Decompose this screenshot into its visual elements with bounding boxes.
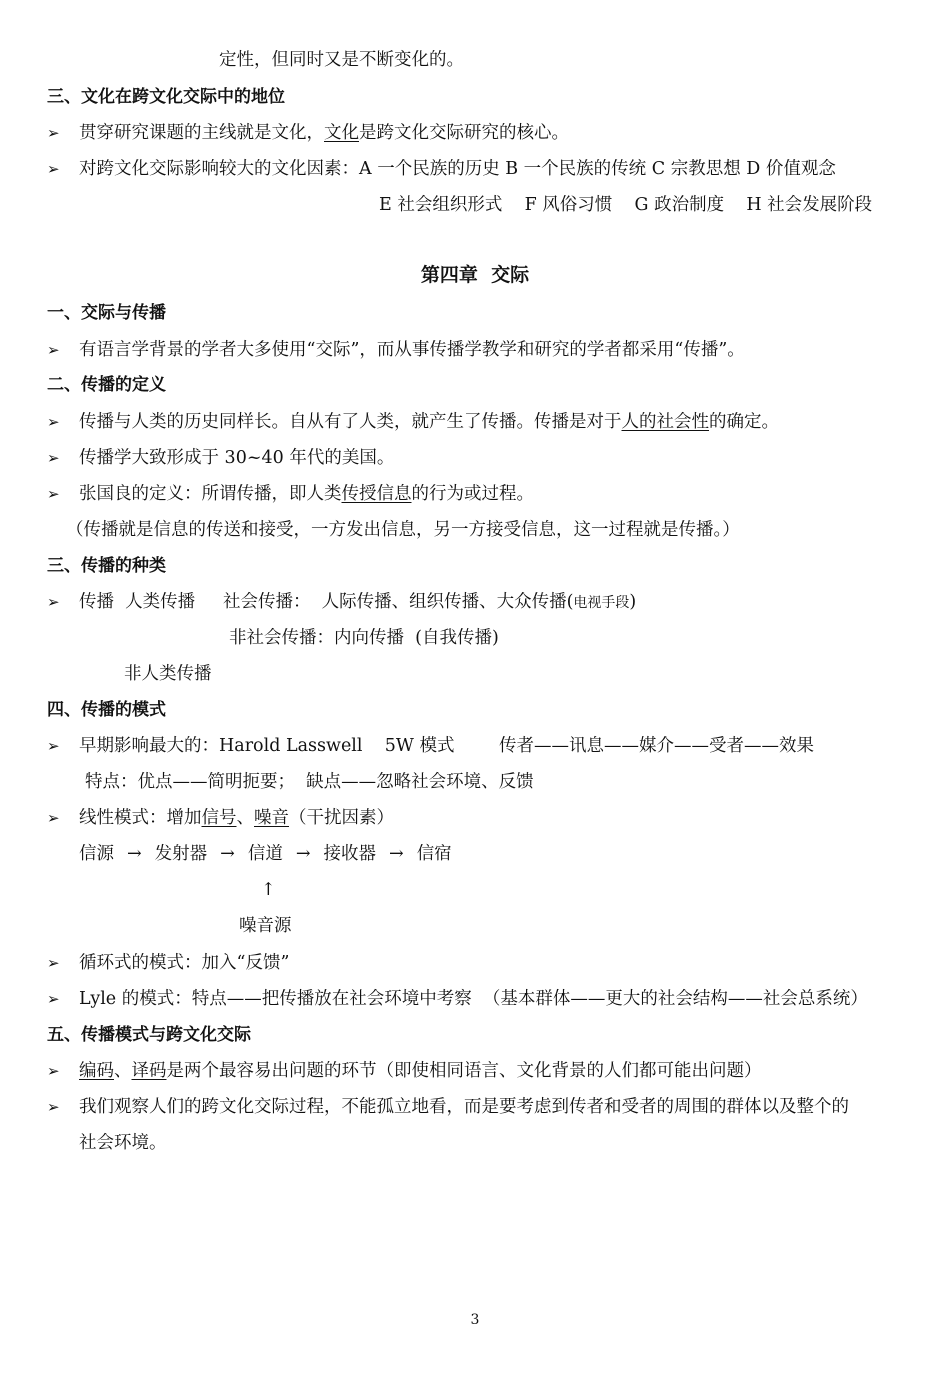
- text-span: 张国良的定义：所谓传播，即人类: [79, 484, 342, 504]
- text-span: 是两个最容易出问题的环节（即使相同语言、文化背景的人们都可能出问题）: [166, 1061, 762, 1081]
- bullet-text: [79, 122, 569, 144]
- bullet-text: 我们观察人们的跨文化交际过程，不能孤立地看，而是要考虑到传者和受者的周围的群体以及整个的: [79, 1097, 849, 1117]
- flow-node: 信宿: [416, 844, 452, 864]
- underlined-term: 信号: [201, 808, 237, 828]
- bullet-icon: ➢: [47, 449, 60, 467]
- underlined-term: 编码: [79, 1061, 114, 1081]
- flow-node: 接收器: [323, 844, 377, 864]
- bullet-text: [79, 807, 394, 829]
- section-heading-models: 四、传播的模式: [47, 700, 166, 720]
- bullet-icon: ➢: [47, 593, 60, 611]
- bullet-text: 传播学大致形成于 30~40 年代的美国。: [79, 448, 395, 468]
- flow-node: 发射器: [154, 844, 208, 864]
- text-span: 是跨文化交际研究的核心。: [359, 123, 569, 143]
- section-heading-culture-position: 三、文化在跨文化交际中的地位: [47, 87, 285, 107]
- bullet-continuation: 社会环境。: [79, 1133, 167, 1153]
- types-line-2: 非社会传播：内向传播 (自我传播): [229, 628, 499, 648]
- underlined-term: 噪音: [254, 808, 289, 828]
- note-text: （传播就是信息的传送和接受，一方发出信息，另一方接受信息，这一过程就是传播。）: [66, 520, 740, 540]
- bullet-icon: ➢: [47, 124, 60, 142]
- bullet-text: 有语言学背景的学者大多使用“交际”，而从事传播学教学和研究的学者都采用“传播”。: [79, 340, 745, 360]
- bullet-icon: ➢: [47, 990, 60, 1008]
- text-span: ): [629, 592, 637, 612]
- types-line-3: 非人类传播: [124, 664, 212, 684]
- bullet-icon: ➢: [47, 1098, 60, 1116]
- bullet-text: 循环式的模式：加入“反馈”: [79, 953, 290, 973]
- section-heading-intercultural: 五、传播模式与跨文化交际: [47, 1025, 251, 1045]
- bullet-text: 对跨文化交际影响较大的文化因素：A 一个民族的历史 B 一个民族的传统 C 宗教思想 D 价值观念: [79, 159, 836, 179]
- bullet-text: [79, 411, 779, 433]
- bullet-icon: ➢: [47, 160, 60, 178]
- text-span: 、: [236, 808, 254, 828]
- underlined-term: 传授信息: [341, 484, 412, 504]
- right-arrow-icon: →: [295, 844, 311, 864]
- right-arrow-icon: →: [220, 844, 235, 864]
- underlined-term: 人的社会性: [621, 412, 709, 432]
- continued-text: 定性，但同时又是不断变化的。: [219, 50, 464, 70]
- bullet-icon: ➢: [47, 809, 60, 827]
- text-span: 传播与人类的历史同样长。自从有了人类，就产生了传播。传播是对于: [79, 412, 622, 432]
- text-span: （干扰因素）: [289, 808, 394, 828]
- text-span: 传播 人类传播 社会传播： 人际传播、组织传播、大众传播(: [79, 592, 574, 612]
- text-span: 、: [114, 1061, 132, 1081]
- noise-source: 噪音源: [239, 916, 292, 936]
- right-arrow-icon: →: [389, 844, 404, 864]
- section-heading-definition: 二、传播的定义: [47, 375, 166, 395]
- linear-model-flow: [79, 843, 452, 865]
- flow-node: 信源: [79, 844, 114, 864]
- text-span: 线性模式：增加: [79, 808, 202, 828]
- bullet-icon: ➢: [47, 954, 60, 972]
- section-heading-types: 三、传播的种类: [47, 556, 166, 576]
- model-features: 特点：优点——简明扼要； 缺点——忽略社会环境、反馈: [85, 772, 534, 792]
- page-number: 3: [470, 1312, 480, 1328]
- bullet-text: Lyle 的模式：特点——把传播放在社会环境中考察 （基本群体——更大的社会结构——社会总系统）: [79, 989, 868, 1009]
- bullet-icon: ➢: [47, 413, 60, 431]
- bullet-continuation: E 社会组织形式 F 风俗习惯 G 政治制度 H 社会发展阶段: [379, 195, 873, 215]
- underlined-term: 文化: [324, 123, 359, 143]
- chapter-title: 第四章 交际: [420, 264, 530, 286]
- text-span: 贯穿研究课题的主线就是文化，: [79, 123, 324, 143]
- underlined-term: 译码: [131, 1061, 167, 1081]
- flow-node: 信道: [247, 844, 283, 864]
- text-span: 的行为或过程。: [411, 484, 534, 504]
- bullet-text: 早期影响最大的：Harold Lasswell 5W 模式 传者——讯息——媒介——受者——效果: [79, 736, 814, 756]
- bullet-icon: ➢: [47, 1062, 60, 1080]
- bullet-text: [79, 483, 534, 505]
- bullet-text: [79, 591, 636, 614]
- bullet-icon: ➢: [47, 485, 60, 503]
- right-arrow-icon: →: [127, 844, 142, 864]
- up-arrow-icon: ↑: [261, 880, 276, 900]
- bullet-icon: ➢: [47, 737, 60, 755]
- bullet-icon: ➢: [47, 341, 60, 359]
- text-span: 的确定。: [709, 412, 779, 432]
- section-heading-communication: 一、交际与传播: [47, 303, 166, 323]
- bullet-text: [79, 1060, 762, 1082]
- small-note: 电视手段: [573, 595, 630, 611]
